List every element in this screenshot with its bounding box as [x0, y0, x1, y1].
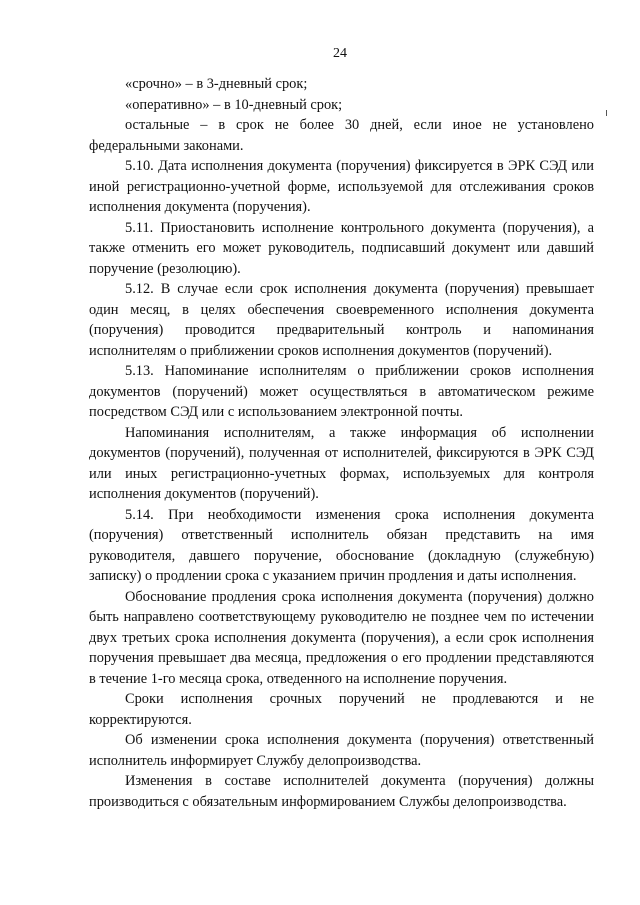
paragraph-change-notice: Об изменении срока исполнения документа (поручения) ответственный исполнитель информирует Службу делопроизводства.	[89, 732, 594, 769]
paragraph-5-14: 5.14. При необходимости изменения срока исполнения документа (поручения) ответственный исполнитель обязан представить на имя руководителя, давшего поручение, обоснование (докладную (служебную) записку) о продлении срока с указанием причин продления и даты исполнения.	[89, 506, 594, 584]
paragraph-reminders: Напоминания исполнителям, а также информация об исполнении документов (поручений), полученная от исполнителей, фиксируются в ЭРК СЭД или иных регистрационно-учетных формах, используемых для контроля исполнения документов (поручений).	[89, 424, 594, 502]
paragraph-operative: «оперативно» – в 10-дневный срок;	[125, 96, 343, 113]
paragraph-executor-changes: Изменения в составе исполнителей документа (поручения) должны производиться с обязательным информированием Службы делопроизводства.	[89, 773, 594, 810]
paragraph-5-10: 5.10. Дата исполнения документа (поручения) фиксируется в ЭРК СЭД или иной регистрационно-учетной форме, используемой для отслеживания сроков исполнения документа (поручения).	[89, 158, 594, 215]
page-number: 24	[333, 46, 347, 61]
paragraph-5-13: 5.13. Напоминание исполнителям о приближении сроков исполнения документов (поручений) может осуществляться в автоматическом режиме посредством СЭД или с использованием электронной почты.	[89, 363, 594, 420]
document-body	[89, 74, 594, 812]
paragraph-5-12: 5.12. В случае если срок исполнения документа (поручения) превышает один месяц, в целях обеспечения своевременного исполнения документа (поручения) проводится предварительный контроль и напоминания исполнителям о приближении сроков исполнения документов (поручений).	[89, 281, 594, 359]
paragraph-others: остальные – в срок не более 30 дней, если иное не установлено федеральными законами.	[89, 117, 594, 154]
paragraph-5-11: 5.11. Приостановить исполнение контрольного документа (поручения), а также отменить его может руководитель, подписавший документ или давший поручение (резолюцию).	[89, 219, 594, 277]
paragraph-extension-justification: Обоснование продления срока исполнения документа (поручения) должно быть направлено соответствующему руководителю не позднее чем по истечении двух третьих срока исполнения документа (поручения), а если срок исполнения поручения превышает два месяца, предложения о его продлении представляются в течение 1-го месяца срока, отведенного на исполнение поручения.	[89, 588, 594, 687]
paragraph-urgent: «срочно» – в 3-дневный срок;	[125, 76, 308, 92]
scan-mark	[606, 110, 607, 116]
paragraph-urgent-not-extended: Сроки исполнения срочных поручений не продлеваются и не корректируются.	[89, 691, 594, 728]
